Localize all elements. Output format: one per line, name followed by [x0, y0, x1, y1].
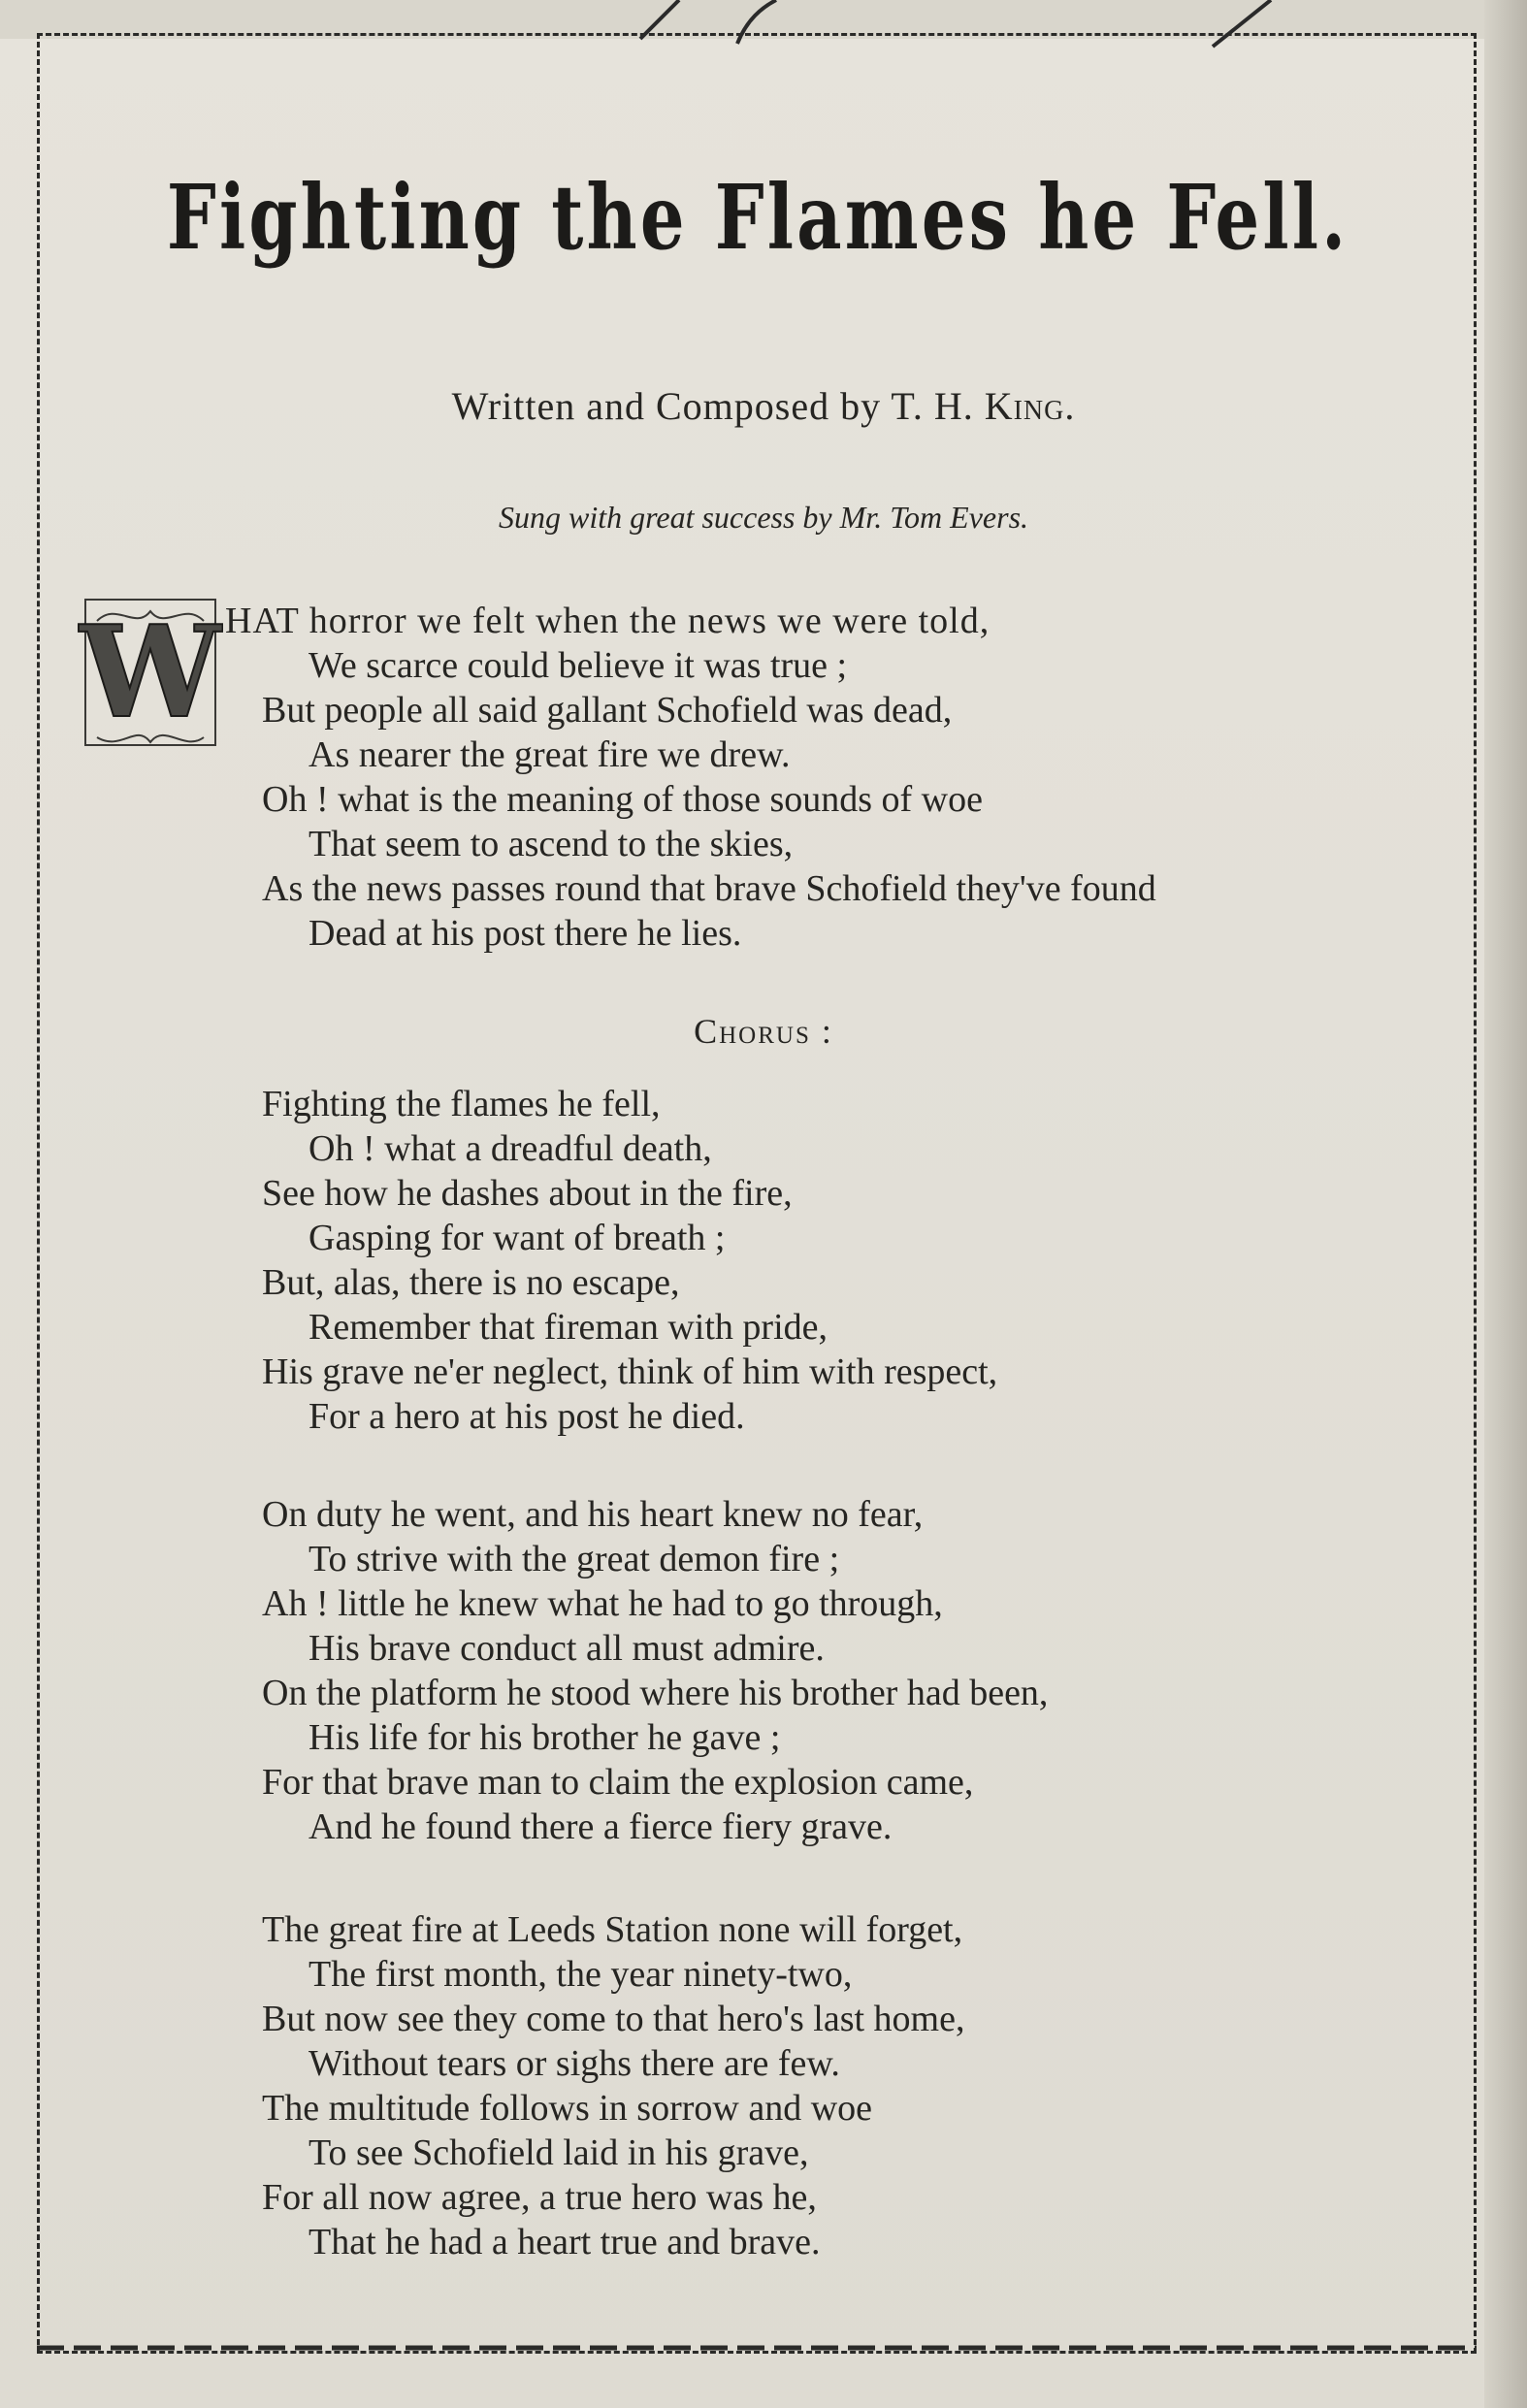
stanza-2-line: On the platform he stood where his brother had been,: [262, 1673, 1049, 1713]
chorus-line: Remember that fireman with pride,: [309, 1307, 828, 1348]
performer-credit: Sung with great success by Mr. Tom Evers.: [498, 500, 1029, 535]
stanza-1-line: We scarce could believe it was true ;: [309, 645, 848, 686]
chorus-line: Fighting the flames he fell,: [262, 1084, 661, 1124]
stanza-1-line: Oh ! what is the meaning of those sounds of woe: [262, 779, 983, 820]
stanza-2-line: His life for his brother he gave ;: [309, 1717, 781, 1758]
stanza-3-line: To see Schofield laid in his grave,: [309, 2132, 809, 2173]
stanza-2-line: And he found there a fierce fiery grave.: [309, 1806, 893, 1847]
stanza-3-line: The multitude follows in sorrow and woe: [262, 2088, 873, 2129]
stanza-2-line: For that brave man to claim the explosion came,: [262, 1762, 974, 1803]
song-title: Fighting the Flames he Fell.: [166, 165, 1349, 270]
stanza-3-line: For all now agree, a true hero was he,: [262, 2177, 817, 2218]
stanza-3-line: But now see they come to that hero's last home,: [262, 1999, 965, 2039]
chorus-line: Gasping for want of breath ;: [309, 1218, 726, 1258]
stanza-1-first-line: HAT horror we felt when the news we were told,: [225, 601, 991, 641]
chorus-line: His grave ne'er neglect, think of him with respect,: [262, 1351, 998, 1392]
chorus-line: See how he dashes about in the fire,: [262, 1173, 793, 1214]
stanza-3: [262, 1907, 1465, 2264]
right-paper-edge: [1484, 0, 1527, 2408]
chorus-stanza: [262, 1082, 1465, 1439]
stanza-1-line: As nearer the great fire we drew.: [309, 734, 791, 775]
stanza-1-line: Dead at his post there he lies.: [309, 913, 742, 954]
stanza-3-line: Without tears or sighs there are few.: [309, 2043, 840, 2084]
stanza-2-line: Ah ! little he knew what he had to go through,: [262, 1583, 943, 1624]
byline: [0, 383, 1527, 429]
stanza-1: [225, 599, 1465, 956]
stanza-2: [262, 1492, 1465, 1849]
bottom-border-ornament: [37, 2340, 1477, 2356]
stanza-2-line: On duty he went, and his heart knew no fear,: [262, 1494, 924, 1535]
drop-cap-letter: W: [80, 598, 221, 746]
chorus-line: Oh ! what a dreadful death,: [309, 1128, 712, 1169]
ornamental-drop-cap: [78, 592, 223, 757]
stanza-1-line: As the news passes round that brave Schofield they've found: [262, 868, 1156, 909]
chorus-heading: Chorus :: [694, 1012, 833, 1051]
stanza-3-line: That he had a heart true and brave.: [309, 2222, 821, 2262]
stanza-1-line: But people all said gallant Schofield was dead,: [262, 690, 953, 731]
byline-prefix: Written and Composed by T. H.: [451, 384, 974, 428]
byline-name: King.: [984, 384, 1076, 428]
chorus-line: But, alas, there is no escape,: [262, 1262, 680, 1303]
stanza-1-line: That seem to ascend to the skies,: [309, 824, 794, 864]
stanza-2-line: To strive with the great demon fire ;: [309, 1539, 840, 1579]
chorus-line: For a hero at his post he died.: [309, 1396, 745, 1437]
stanza-3-line: The great fire at Leeds Station none will forget,: [262, 1909, 963, 1950]
stanza-3-line: The first month, the year ninety-two,: [309, 1954, 853, 1995]
stanza-2-line: His brave conduct all must admire.: [309, 1628, 825, 1669]
